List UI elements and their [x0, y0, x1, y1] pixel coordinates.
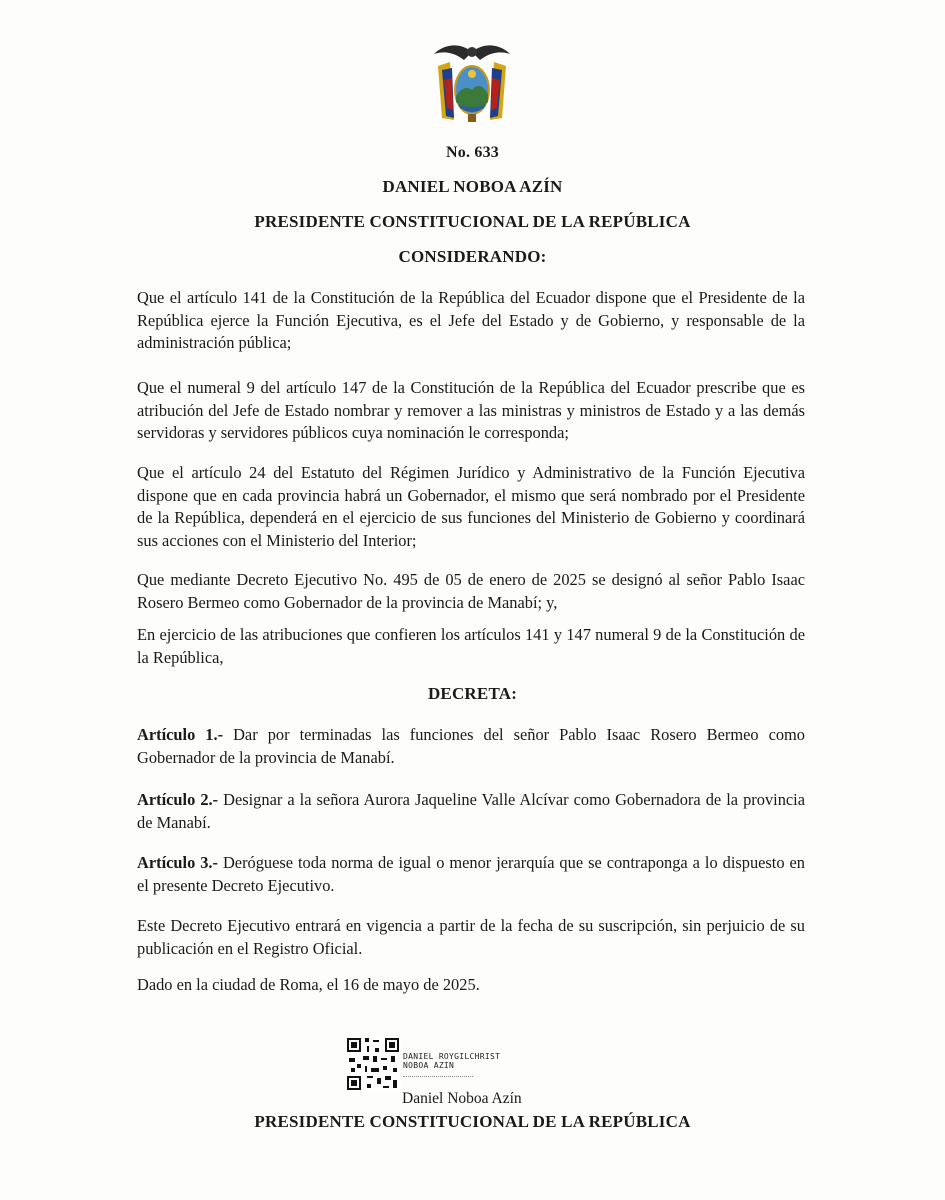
signature-line: NOBOA AZIN: [403, 1061, 455, 1070]
signer-title: PRESIDENTE CONSTITUCIONAL DE LA REPÚBLICA: [254, 1112, 691, 1131]
article-label: Artículo 2.-: [137, 790, 219, 809]
effectiveness-paragraph: Este Decreto Ejecutivo entrará en vigencia a partir de la fecha de su suscripción, sin perjuicio de su publicación en el Registro Oficial.: [137, 916, 805, 958]
article-text: Designar a la señora Aurora Jaqueline Valle Alcívar como Gobernadora de la provincia de Manabí.: [137, 790, 805, 832]
article-label: Artículo 3.-: [137, 853, 218, 872]
consideration-paragraph: Que el artículo 141 de la Constitución de la República del Ecuador dispone que el Presidente de la República ejerce la Función Ejecutiva, es el Jefe del Estado y de Gobierno, y responsable de la administración pública;: [137, 288, 805, 352]
signature-line: DANIEL ROYGILCHRIST: [403, 1052, 501, 1061]
consideration-paragraph: Que el artículo 24 del Estatuto del Régimen Jurídico y Administrativo de la Función Ejecutiva dispone que en cada provincia habrá un Gobernador, el mismo que será nombrado por el Presidente de la República, dependerá en el ejercicio de sus funciones del Ministerio de Gobierno y coordinará sus acciones con el Ministerio del Interior;: [137, 463, 805, 550]
signer-name: Daniel Noboa Azín: [402, 1090, 522, 1107]
qr-code-icon: [345, 1036, 401, 1092]
article-text: Deróguese toda norma de igual o menor jerarquía que se contraponga a lo dispuesto en el presente Decreto Ejecutivo.: [137, 853, 805, 895]
article-1: [137, 724, 805, 769]
article-label: Artículo 1.-: [137, 725, 224, 744]
digital-signature-text: [403, 1052, 500, 1070]
consideration-paragraph: En ejercicio de las atribuciones que confieren los artículos 141 y 147 numeral 9 de la Constitución de la República,: [137, 625, 805, 667]
president-title: PRESIDENTE CONSTITUCIONAL DE LA REPÚBLICA: [254, 212, 691, 231]
article-3: [137, 852, 805, 897]
president-name: DANIEL NOBOA AZÍN: [382, 177, 563, 196]
consideration-paragraph: Que el numeral 9 del artículo 147 de la Constitución de la República del Ecuador prescribe que es atribución del Jefe de Estado nombrar y remover a las ministras y ministros de Estado y a las demás servidoras y servidores públicos cuya nominación le corresponda;: [137, 378, 805, 442]
signature-divider: [403, 1076, 473, 1079]
ecuador-coat-of-arms-icon: [430, 40, 514, 126]
article-2: [137, 789, 805, 834]
decree-heading: DECRETA:: [427, 684, 518, 703]
article-text: Dar por terminadas las funciones del señor Pablo Isaac Rosero Bermeo como Gobernador de la provincia de Manabí.: [137, 725, 805, 767]
consideration-paragraph: Que mediante Decreto Ejecutivo No. 495 de 05 de enero de 2025 se designó al señor Pablo Isaac Rosero Bermeo como Gobernador de la provincia de Manabí; y,: [137, 570, 805, 612]
considering-heading: CONSIDERANDO:: [398, 247, 547, 266]
given-at-paragraph: Dado en la ciudad de Roma, el 16 de mayo de 2025.: [137, 975, 480, 994]
decree-number: No. 633: [446, 144, 499, 161]
